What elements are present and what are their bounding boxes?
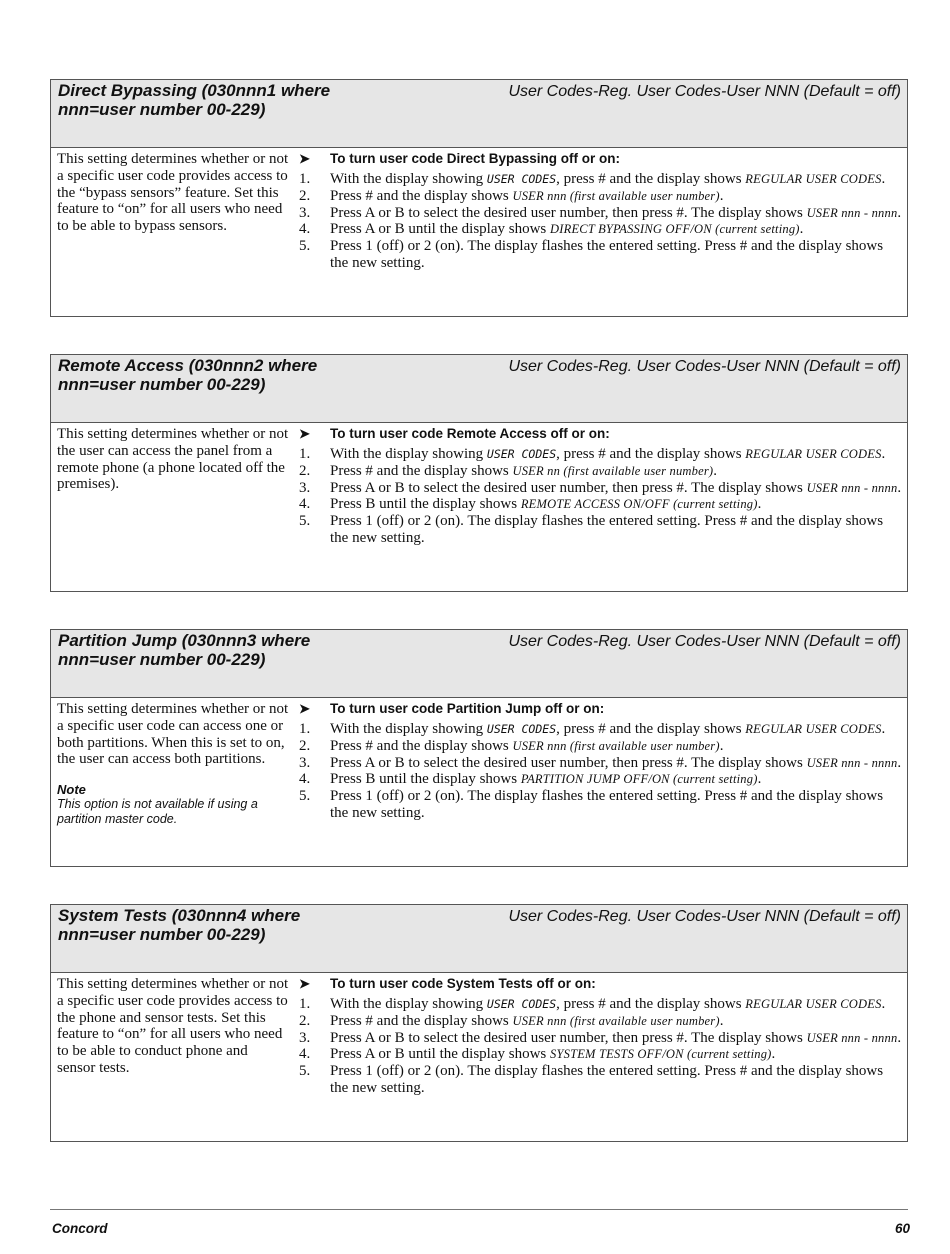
step — [299, 496, 903, 513]
step-text: Press 1 (off) or 2 (on). The display flashes the entered setting. Press # and the display shows the new setting. — [330, 788, 884, 821]
arrow-bullet-icon: ➤ — [299, 976, 310, 991]
menu-path: User Codes-Reg. User Codes-User NNN (Default = off) — [508, 908, 901, 925]
display-text: SYSTEM TESTS OFF/ON (current setting) — [550, 1047, 772, 1062]
section-description — [57, 701, 289, 826]
step-text: With the display showing — [330, 171, 487, 187]
procedure-heading-text: To turn user code System Tests off or on: — [330, 976, 596, 991]
display-text: REMOTE ACCESS ON/OFF (current setting) — [520, 497, 758, 512]
step-text: . — [897, 479, 902, 496]
step — [299, 205, 903, 222]
section-header — [51, 630, 907, 698]
step-number: 2. — [299, 737, 311, 754]
step-text: . — [897, 1029, 902, 1046]
section-description — [57, 976, 289, 1077]
step-text: . — [719, 737, 724, 754]
step-text: Press # and the display shows — [330, 462, 513, 479]
step — [299, 463, 903, 480]
section-partition-jump — [50, 629, 908, 867]
description-text: This setting determines whether or not a specific user code provides access to the phone and sensor tests. Set this feature to “on” for all users who need to be able to conduct phone and sensor tests. — [57, 976, 289, 1076]
menu-path: User Codes-Reg. User Codes-User NNN (Default = off) — [508, 83, 901, 100]
procedure-heading-text: To turn user code Remote Access off or on: — [330, 426, 610, 441]
display-text: USER CODES — [486, 172, 557, 186]
step-text: Press 1 (off) or 2 (on). The display flashes the entered setting. Press # and the display shows the new setting. — [330, 238, 884, 271]
step-text: Press A or B to select the desired user number, then press #. The display shows — [330, 479, 807, 496]
step-number: 4. — [299, 496, 311, 513]
step-number: 3. — [299, 479, 311, 496]
step — [299, 721, 903, 738]
step — [299, 221, 903, 238]
display-text: USER nnn - nnnn — [806, 755, 898, 770]
arrow-bullet-icon: ➤ — [299, 426, 310, 441]
section-body — [51, 423, 907, 591]
step-text: Press 1 (off) or 2 (on). The display flashes the entered setting. Press # and the display shows the new setting. — [330, 1063, 884, 1096]
step-number: 1. — [299, 446, 311, 462]
step-text: . — [881, 171, 886, 187]
display-text: DIRECT BYPASSING OFF/ON (current setting) — [550, 222, 800, 237]
step-number: 3. — [299, 1029, 311, 1046]
step-text: . — [881, 996, 886, 1012]
step-number: 5. — [299, 788, 311, 805]
display-text: USER nnn - nnnn — [806, 1030, 898, 1045]
step-text: Press # and the display shows — [330, 1012, 513, 1029]
section-title: System Tests (030nnn4 where nnn=user number 00-229) — [58, 906, 301, 944]
step-text: Press B until the display shows — [330, 496, 521, 513]
step — [299, 171, 903, 188]
step-text: With the display showing — [330, 721, 487, 737]
step-number: 4. — [299, 771, 311, 788]
section-body — [51, 698, 907, 866]
section-description — [57, 151, 289, 235]
step — [299, 755, 903, 772]
step — [299, 446, 903, 463]
procedure-heading — [299, 975, 903, 996]
display-text: USER CODES — [486, 722, 557, 736]
step — [299, 480, 903, 497]
procedure — [299, 975, 903, 1097]
arrow-bullet-icon: ➤ — [299, 151, 310, 166]
procedure-heading — [299, 425, 903, 446]
step — [299, 1046, 903, 1063]
description-text: This setting determines whether or not a specific user code provides access to the “bypass sensors” feature. Set this feature to “on” for all users who need to be able to bypass sensors. — [57, 151, 289, 235]
section-header — [51, 355, 907, 423]
step — [299, 1063, 903, 1097]
step-text: . — [757, 496, 762, 513]
step-number: 5. — [299, 238, 311, 255]
step-list — [299, 721, 903, 822]
step-number: 1. — [299, 171, 311, 187]
step — [299, 1013, 903, 1030]
step-text: Press B until the display shows — [330, 771, 521, 788]
procedure — [299, 700, 903, 822]
section-remote-access — [50, 354, 908, 592]
note-text: This option is not available if using a partition master code. — [57, 797, 258, 826]
step — [299, 188, 903, 205]
step-text: Press A or B until the display shows — [330, 1046, 551, 1063]
step-number: 1. — [299, 721, 311, 737]
display-text: USER nnn - nnnn — [806, 205, 898, 220]
procedure-heading — [299, 150, 903, 171]
section-direct-bypassing — [50, 79, 908, 317]
step-text: , press # and the display shows — [556, 171, 746, 187]
step-text: . — [719, 187, 724, 204]
display-text: PARTITION JUMP OFF/ON (current setting) — [520, 772, 758, 787]
step-number: 1. — [299, 996, 311, 1012]
step — [299, 771, 903, 788]
step-number: 4. — [299, 1046, 311, 1063]
step-text: With the display showing — [330, 446, 487, 462]
step — [299, 1030, 903, 1047]
procedure-heading-text: To turn user code Direct Bypassing off or on: — [330, 151, 621, 166]
step-text: Press A or B until the display shows — [330, 221, 551, 238]
step-number: 2. — [299, 462, 311, 479]
step — [299, 513, 903, 547]
section-title: Partition Jump (030nnn3 where nnn=user number 00-229) — [58, 631, 311, 669]
display-text: REGULAR USER CODES — [745, 447, 882, 461]
description-text: This setting determines whether or not a specific user code can access one or both partitions. When this is set to on, the user can access both partitions. — [57, 701, 289, 768]
display-text: USER nnn (first available user number) — [512, 738, 720, 753]
step-text: , press # and the display shows — [556, 446, 746, 462]
footer-product-name: Concord — [52, 1221, 108, 1236]
footer-divider — [50, 1209, 908, 1210]
display-text: REGULAR USER CODES — [745, 172, 882, 186]
step-text: , press # and the display shows — [556, 721, 746, 737]
step-text: Press A or B to select the desired user number, then press #. The display shows — [330, 1029, 807, 1046]
menu-path: User Codes-Reg. User Codes-User NNN (Default = off) — [508, 633, 901, 650]
page-number: 60 — [894, 1221, 910, 1236]
section-description — [57, 426, 289, 493]
step — [299, 738, 903, 755]
step-text: , press # and the display shows — [556, 996, 746, 1012]
procedure — [299, 425, 903, 547]
display-text: REGULAR USER CODES — [745, 997, 882, 1011]
step-text: Press A or B to select the desired user number, then press #. The display shows — [330, 754, 807, 771]
section-title: Direct Bypassing (030nnn1 where nnn=user number 00-229) — [58, 81, 331, 119]
step-text: Press 1 (off) or 2 (on). The display flashes the entered setting. Press # and the display shows the new setting. — [330, 513, 884, 546]
display-text: USER nnn (first available user number) — [512, 1013, 720, 1028]
display-text: USER CODES — [486, 997, 557, 1011]
step-text: . — [881, 721, 886, 737]
display-text: USER nn (first available user number) — [512, 463, 714, 478]
step-text: . — [897, 754, 902, 771]
step-number: 3. — [299, 204, 311, 221]
section-header — [51, 905, 907, 973]
display-text: REGULAR USER CODES — [745, 722, 882, 736]
step-text: . — [719, 1012, 724, 1029]
step-list — [299, 446, 903, 547]
arrow-bullet-icon: ➤ — [299, 701, 310, 716]
step-number: 2. — [299, 187, 311, 204]
step-text: . — [771, 1046, 776, 1063]
procedure-heading-text: To turn user code Partition Jump off or on: — [330, 701, 605, 716]
section-header — [51, 80, 907, 148]
step — [299, 788, 903, 822]
step-number: 3. — [299, 754, 311, 771]
step-text: Press # and the display shows — [330, 187, 513, 204]
procedure-heading — [299, 700, 903, 721]
section-body — [51, 973, 907, 1141]
section-body — [51, 148, 907, 316]
note-label: Note — [57, 782, 86, 798]
step-text: Press A or B to select the desired user number, then press #. The display shows — [330, 204, 807, 221]
step-text: . — [757, 771, 762, 788]
step — [299, 238, 903, 272]
step-text: . — [897, 204, 902, 221]
step-list — [299, 996, 903, 1097]
step-text: . — [713, 462, 718, 479]
step-number: 5. — [299, 1063, 311, 1080]
display-text: USER nnn - nnnn — [806, 480, 898, 495]
step-text: . — [881, 446, 886, 462]
display-text: USER nnn (first available user number) — [512, 188, 720, 203]
step — [299, 996, 903, 1013]
step-number: 5. — [299, 513, 311, 530]
procedure — [299, 150, 903, 272]
step-number: 2. — [299, 1012, 311, 1029]
menu-path: User Codes-Reg. User Codes-User NNN (Default = off) — [508, 358, 901, 375]
step-text: Press # and the display shows — [330, 737, 513, 754]
step-text: . — [799, 221, 804, 238]
step-number: 4. — [299, 221, 311, 238]
step-list — [299, 171, 903, 272]
step-text: With the display showing — [330, 996, 487, 1012]
section-system-tests — [50, 904, 908, 1142]
section-title: Remote Access (030nnn2 where nnn=user number 00-229) — [58, 356, 318, 394]
description-text: This setting determines whether or not the user can access the panel from a remote phone (a phone located off the premises). — [57, 426, 289, 493]
display-text: USER CODES — [486, 447, 557, 461]
